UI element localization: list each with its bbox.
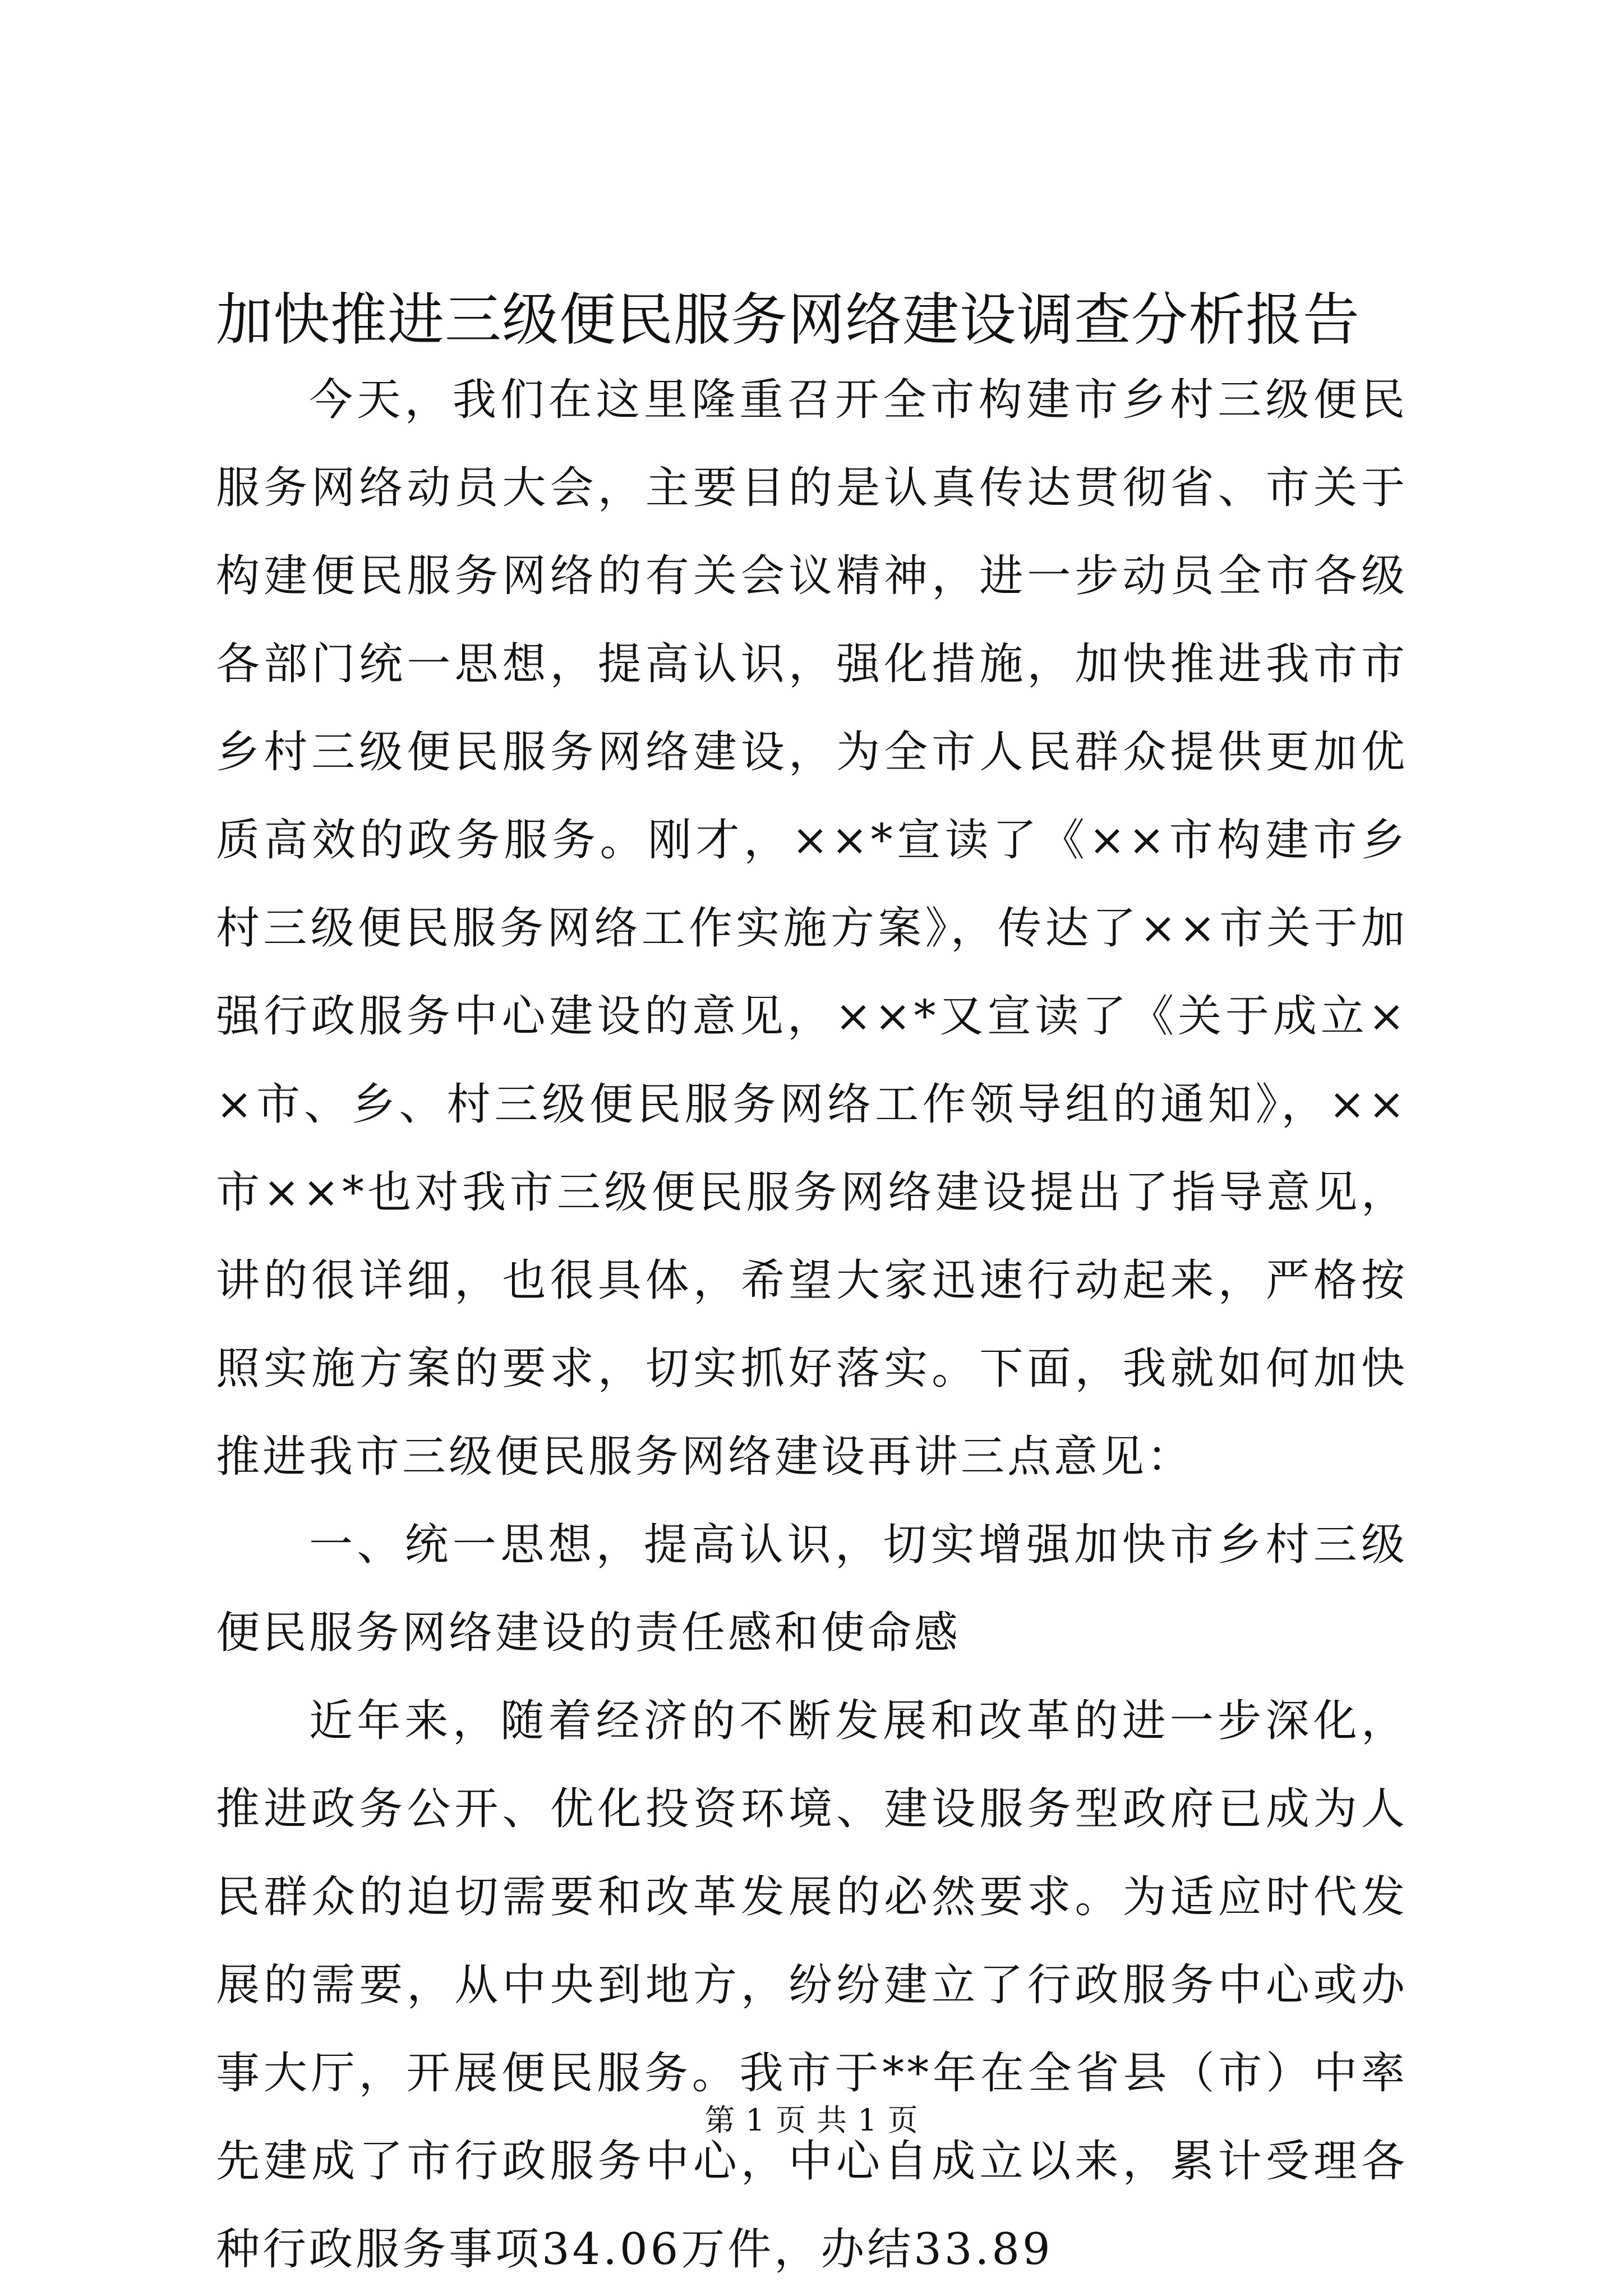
- paragraph-section-heading: 一、统一思想，提高认识，切实增强加快市乡村三级便民服务网络建设的责任感和使命感: [216, 1520, 1408, 1658]
- page-number-footer: 第 1 页 共 1 页: [704, 2102, 919, 2138]
- paragraph-background: 近年来，随着经济的不断发展和改革的进一步深化，推进政务公开、优化投资环境、建设服务型政府已成为人民群众的迫切需要和改革发展的必然要求。为适应时代发展的需要，从中央到地方，纷纷建立了行政服务中心或办事大厅，开展便民服务。我市于**年在全省县（市）中率先建成了市行政服务中心，中心自成立以来，累计受理各种行政服务事项34.06万件，办结33.89: [216, 1696, 1408, 2275]
- document-title: 加快推进三级便民服务网络建设调查分析报告: [216, 287, 1361, 353]
- paragraph-intro: 今天，我们在这里隆重召开全市构建市乡村三级便民服务网络动员大会，主要目的是认真传达贯彻省、市关于构建便民服务网络的有关会议精神，进一步动员全市各级各部门统一思想，提高认识，强化措施，加快推进我市市乡村三级便民服务网络建设，为全市人民群众提供更加优质高效的政务服务。刚才，××*宣读了《××市构建市乡村三级便民服务网络工作实施方案》，传达了××市关于加强行政服务中心建设的意见，××*又宣读了《关于成立××市、乡、村三级便民服务网络工作领导组的通知》，××市××*也对我市三级便民服务网络建设提出了指导意见，讲的很详细，也很具体，希望大家迅速行动起来，严格按照实施方案的要求，切实抓好落实。下面，我就如何加快推进我市三级便民服务网络建设再讲三点意见：: [216, 375, 1408, 1482]
- document-body: [216, 356, 1408, 2294]
